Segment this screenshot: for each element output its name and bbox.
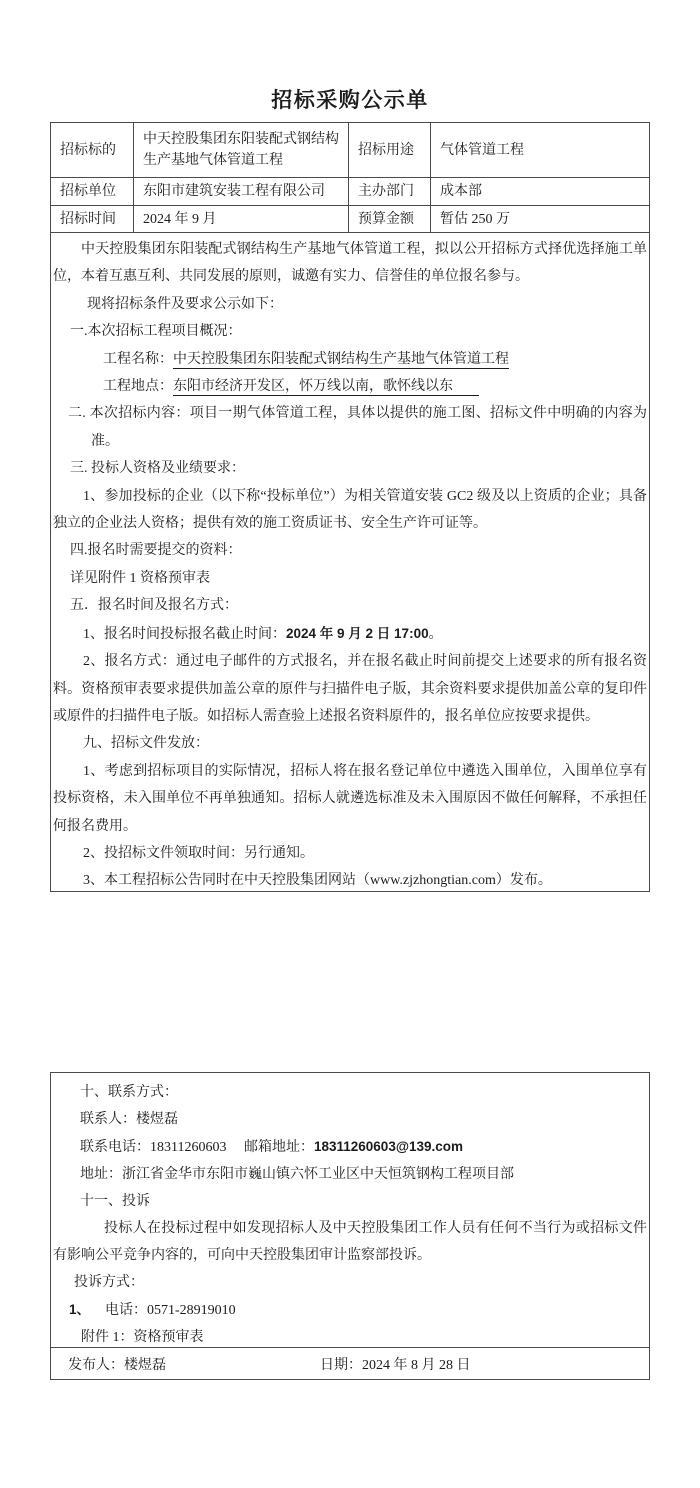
section-10-heading: 十、联系方式：	[80, 1085, 178, 1100]
complaint-paragraph: 投标人在投标过程中如发现招标人及中天控股集团工作人员有任何不当行为或招标文件有影响公平竞争内容的，可向中天控股集团审计监察部投诉。	[53, 1221, 647, 1263]
contact-address-line: 地址：浙江省金华市东阳市巍山镇六怀工业区中天恒筑钢构工程项目部	[80, 1167, 514, 1182]
table-label-unit: 招标单位	[51, 178, 134, 206]
table-value-unit: 东阳市建筑安装工程有限公司	[134, 178, 349, 206]
table-label-budget: 预算金额	[349, 206, 431, 233]
intro-paragraph: 中天控股集团东阳装配式钢结构生产基地气体管道工程，拟以公开招标方式择优选择施工单位，本着互惠互利、共同发展的原则，诚邀有实力、信誉佳的单位报名参与。	[53, 242, 647, 285]
table-label-purpose: 招标用途	[349, 123, 431, 178]
project-location-line	[53, 373, 647, 400]
contact-email: 18311260603@139.com	[313, 1139, 464, 1154]
section-5-heading: 五．报名时间及报名方式：	[70, 598, 238, 614]
section-11-heading: 十一、投诉	[80, 1194, 150, 1209]
section-1-heading: 一.本次招标工程项目概况：	[70, 324, 242, 340]
deadline-datetime: 2024 年 9 月 2 日 17:00	[286, 625, 429, 641]
section-9-item-3: 3、本工程招标公告同时在中天控股集团网站（www.zjzhongtian.com）发布。	[83, 873, 552, 889]
table-value-time: 2024 年 9 月	[134, 206, 349, 233]
section-3-item-1: 1、参加投标的企业（以下称“投标单位”）为相关管道安装 GC2 级及以上资质的企业；具备独立的企业法人资格；提供有效的施工资质证书、安全生产许可证等。	[53, 488, 647, 532]
section-5-item-2: 2、报名方式：通过电子邮件的方式报名，并在报名截止时间前提交上述要求的所有报名资料。资格预审表要求提供加盖公章的原件与扫描件电子版，其余资料要求提供加盖公章的复印件或原件的扫描件电子版。如招标人需查验上述报名资料原件的，报名单位应按要求提供。	[53, 654, 647, 724]
complaint-phone-line	[53, 1296, 647, 1324]
attachment-line: 附件 1：资格预审表	[81, 1330, 204, 1345]
section-9-item-2: 2、投招标文件领取时间：另行通知。	[83, 845, 314, 861]
section-3-heading: 三. 投标人资格及业绩要求：	[70, 461, 245, 477]
project-location-label: 工程地点：	[103, 379, 173, 395]
contact-phone-line	[53, 1133, 647, 1161]
table-label-department: 主办部门	[349, 178, 431, 206]
project-location-value: 东阳市经济开发区，怀万线以南，歌怀线以东	[173, 379, 479, 396]
section-4-item-1: 详见附件 1 资格预审表	[70, 570, 210, 586]
contact-box	[50, 1072, 650, 1380]
header-table	[51, 123, 649, 233]
publisher-label: 发布人：楼煜磊	[68, 1357, 166, 1373]
complaint-method-heading: 投诉方式：	[74, 1275, 144, 1290]
section-9-item-1: 1、考虑到招标项目的实际情况，招标人将在报名登记单位中遴选入围单位，入围单位享有投标资格，未入围单位不再单独通知。招标人就遴选标准及未入围原因不做任何解释，不承担任何报名费用。	[53, 763, 647, 834]
contact-person-line: 联系人：楼煜磊	[80, 1112, 178, 1127]
contact-phone-text: 联系电话：18311260603 邮箱地址：	[80, 1140, 314, 1155]
publish-date: 日期：2024 年 8 月 28 日	[320, 1357, 471, 1373]
table-value-subject: 中天控股集团东阳装配式钢结构生产基地气体管道工程	[134, 123, 349, 178]
project-name-line	[53, 346, 647, 373]
section-5-item-1	[53, 620, 647, 648]
project-name-value: 中天控股集团东阳装配式钢结构生产基地气体管道工程	[173, 351, 509, 367]
section-4-heading: 四.报名时需要提交的资料：	[70, 543, 242, 559]
complaint-phone-number-bullet: 1、	[69, 1302, 91, 1317]
footer-row	[51, 1347, 649, 1379]
section-9-heading: 九、招标文件发放：	[83, 736, 209, 752]
table-label-subject: 招标标的	[51, 123, 134, 178]
table-value-department: 成本部	[431, 178, 649, 206]
complaint-phone-value: 电话：0571-28919010	[105, 1303, 236, 1318]
document-title: 招标采购公示单	[271, 88, 429, 112]
deadline-period: 。	[428, 626, 443, 642]
project-name-label: 工程名称：	[103, 351, 173, 367]
table-label-time: 招标时间	[51, 206, 134, 233]
contact-body	[51, 1073, 649, 1351]
table-value-budget: 暂估 250 万	[431, 206, 649, 233]
notice-box	[50, 122, 650, 892]
deadline-label: 1、报名时间投标报名截止时间：	[83, 626, 286, 642]
notice-body	[51, 233, 649, 895]
section-2-paragraph: 二. 本次招标内容：项目一期气体管道工程，具体以提供的施工图、招标文件中明确的内容为准。	[68, 406, 647, 449]
table-value-purpose: 气体管道工程	[431, 123, 649, 178]
announce-line: 现将招标条件及要求公示如下：	[87, 296, 283, 312]
